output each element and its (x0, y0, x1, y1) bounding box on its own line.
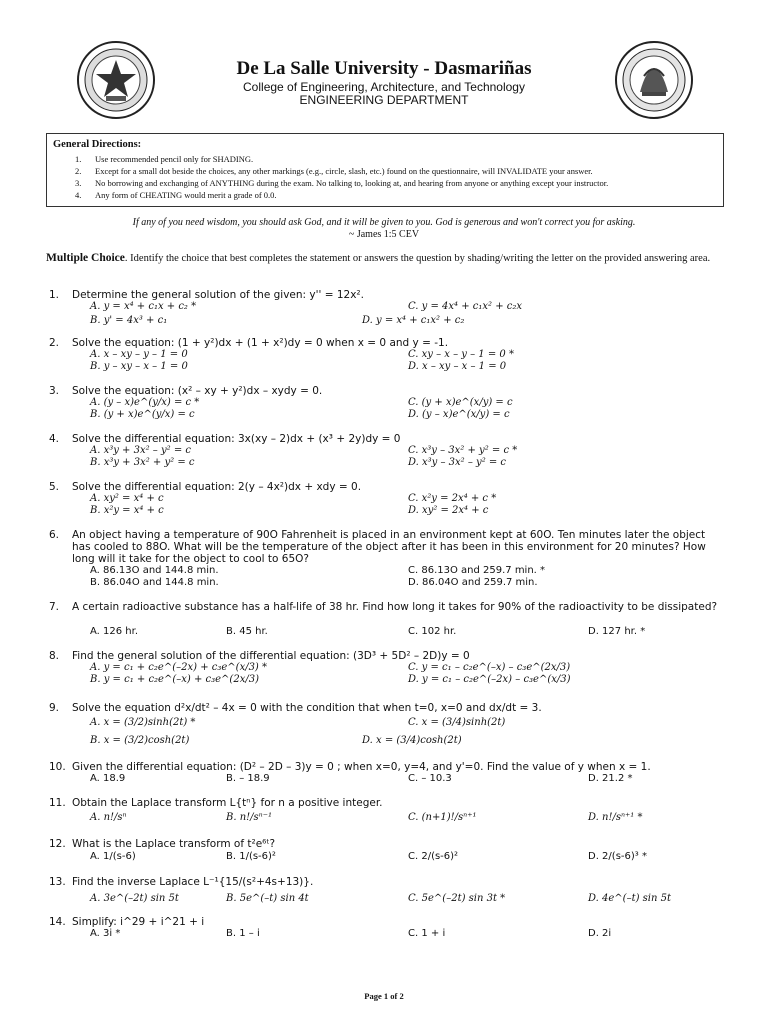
choice-d[interactable]: D. 21.2 * (588, 773, 633, 784)
choice-b[interactable]: B. y = c₁ + c₂e^(–x) + c₃e^(2x/3) (90, 674, 259, 685)
choice-c[interactable]: C. – 10.3 (408, 773, 452, 784)
choice-a[interactable]: A. x³y + 3x² – y² = c (90, 445, 191, 456)
direction-item: 2. Except for a small dot beside the choices, any other markings (e.g., circle, slash, etc.) found on the questionnaire, will INVALIDATE your answer. (75, 166, 593, 176)
choice-a[interactable]: A. n!/sⁿ (90, 812, 127, 823)
directions-title: General Directions: (53, 139, 142, 150)
choice-c[interactable]: C. (y + x)e^(x/y) = c (408, 397, 513, 408)
choice-b[interactable]: B. x³y + 3x² + y² = c (90, 457, 195, 468)
instructions-label: Multiple Choice (46, 252, 125, 264)
choice-b[interactable]: B. – 18.9 (226, 773, 270, 784)
choice-d[interactable]: D. x = (3/4)cosh(2t) (362, 735, 462, 746)
choice-a[interactable]: A. 3e^(–2t) sin 5t (90, 893, 179, 904)
choice-d[interactable]: D. (y – x)e^(x/y) = c (408, 409, 510, 420)
choice-b[interactable]: B. x = (3/2)cosh(2t) (90, 735, 190, 746)
choice-a[interactable]: A. (y – x)e^(y/x) = c * (90, 397, 200, 408)
choice-d[interactable]: D. x – xy – x – 1 = 0 (408, 361, 507, 372)
general-directions-box (46, 133, 724, 207)
choice-c[interactable]: C. x²y = 2x⁴ + c * (408, 493, 497, 504)
choice-a[interactable]: A. 86.13O and 144.8 min. (90, 565, 219, 576)
header (0, 40, 768, 120)
choice-a[interactable]: A. 1/(s-6) (90, 851, 136, 862)
choice-c[interactable]: C. 2/(s-6)² (408, 851, 459, 862)
choice-a[interactable]: A. xy² = x⁴ + c (90, 493, 164, 504)
university-name: De La Salle University - Dasmariñas (236, 58, 532, 79)
college-seal-icon (614, 40, 694, 120)
choice-a[interactable]: A. x – xy – y – 1 = 0 (90, 349, 188, 360)
choice-d[interactable]: D. n!/sⁿ⁺¹ * (588, 812, 643, 823)
choice-d[interactable]: D. y = c₁ – c₂e^(–2x) – c₃e^(x/3) (408, 674, 571, 685)
choice-b[interactable]: B. 1 – i (226, 928, 260, 939)
choice-c[interactable]: C. 5e^(–2t) sin 3t * (408, 893, 506, 904)
choice-d[interactable]: D. 4e^(–t) sin 5t (588, 893, 672, 904)
direction-item: 1. Use recommended pencil only for SHADING. (75, 154, 254, 164)
choice-a[interactable]: A. x = (3/2)sinh(2t) * (90, 717, 196, 728)
choice-b[interactable]: B. 5e^(–t) sin 4t (226, 893, 309, 904)
bible-quote: If any of you need wisdom, you should ask God, and it will be given to you. God is generous and won't correct you for asking. (132, 217, 636, 228)
choice-a[interactable]: A. 126 hr. (90, 626, 138, 637)
choice-d[interactable]: D. x³y – 3x² – y² = c (408, 457, 507, 468)
page-number: Page 1 of 2 (364, 991, 404, 1001)
choice-c[interactable]: C. x³y – 3x² + y² = c * (408, 445, 518, 456)
direction-item: 3. No borrowing and exchanging of ANYTHING during the exam. No talking to, looking at, and hearing from anyone or anything except your instructor. (75, 178, 609, 188)
college-name: College of Engineering, Architecture, and Technology (243, 80, 525, 94)
choice-a[interactable]: A. 3i * (90, 928, 121, 939)
instructions-text: . Identify the choice that best completes the statement or answers the question by shading/writing the letter on the provided answering area. (124, 253, 711, 264)
choice-c[interactable]: C. (n+1)!/sⁿ⁺¹ (408, 812, 477, 823)
choice-c[interactable]: C. 86.13O and 259.7 min. * (408, 565, 546, 576)
choice-b[interactable]: B. 1/(s-6)² (226, 851, 276, 862)
choice-a[interactable]: A. y = x⁴ + c₁x + c₂ * (90, 301, 197, 312)
choice-c[interactable]: C. y = c₁ – c₂e^(–x) – c₃e^(2x/3) (408, 662, 571, 673)
direction-item: 4. Any form of CHEATING would merit a grade of 0.0. (75, 190, 277, 200)
choice-b[interactable]: B. 45 hr. (226, 626, 268, 637)
choice-d[interactable]: D. xy² = 2x⁴ + c (408, 505, 489, 516)
choice-d[interactable]: D. 2/(s-6)³ * (588, 851, 647, 862)
choice-b[interactable]: B. 86.04O and 144.8 min. (90, 577, 219, 588)
choice-b[interactable]: B. y' = 4x³ + c₁ (90, 315, 168, 326)
choice-b[interactable]: B. n!/sⁿ⁻¹ (226, 812, 273, 823)
choice-c[interactable]: C. 1 + i (408, 928, 446, 939)
choice-c[interactable]: C. xy – x – y – 1 = 0 * (408, 349, 514, 360)
bible-quote-source: ~ James 1:5 CEV (348, 229, 420, 240)
multiple-choice-instructions (46, 252, 758, 265)
choice-d[interactable]: D. 86.04O and 259.7 min. (408, 577, 538, 588)
department-name: ENGINEERING DEPARTMENT (299, 93, 469, 107)
choice-a[interactable]: A. 18.9 (90, 773, 126, 784)
choice-c[interactable]: C. 102 hr. (408, 626, 457, 637)
choice-d[interactable]: D. 127 hr. * (588, 626, 646, 637)
choice-d[interactable]: D. 2i (588, 928, 612, 939)
choice-a[interactable]: A. y = c₁ + c₂e^(–2x) + c₃e^(x/3) * (90, 662, 268, 673)
choice-c[interactable]: C. y = 4x⁴ + c₁x² + c₂x (408, 301, 523, 312)
choice-b[interactable]: B. x²y = x⁴ + c (90, 505, 164, 516)
choice-d[interactable]: D. y = x⁴ + c₁x² + c₂ (362, 315, 465, 326)
choice-b[interactable]: B. (y + x)e^(y/x) = c (90, 409, 195, 420)
choice-c[interactable]: C. x = (3/4)sinh(2t) (408, 717, 506, 728)
choice-b[interactable]: B. y – xy – x – 1 = 0 (90, 361, 188, 372)
